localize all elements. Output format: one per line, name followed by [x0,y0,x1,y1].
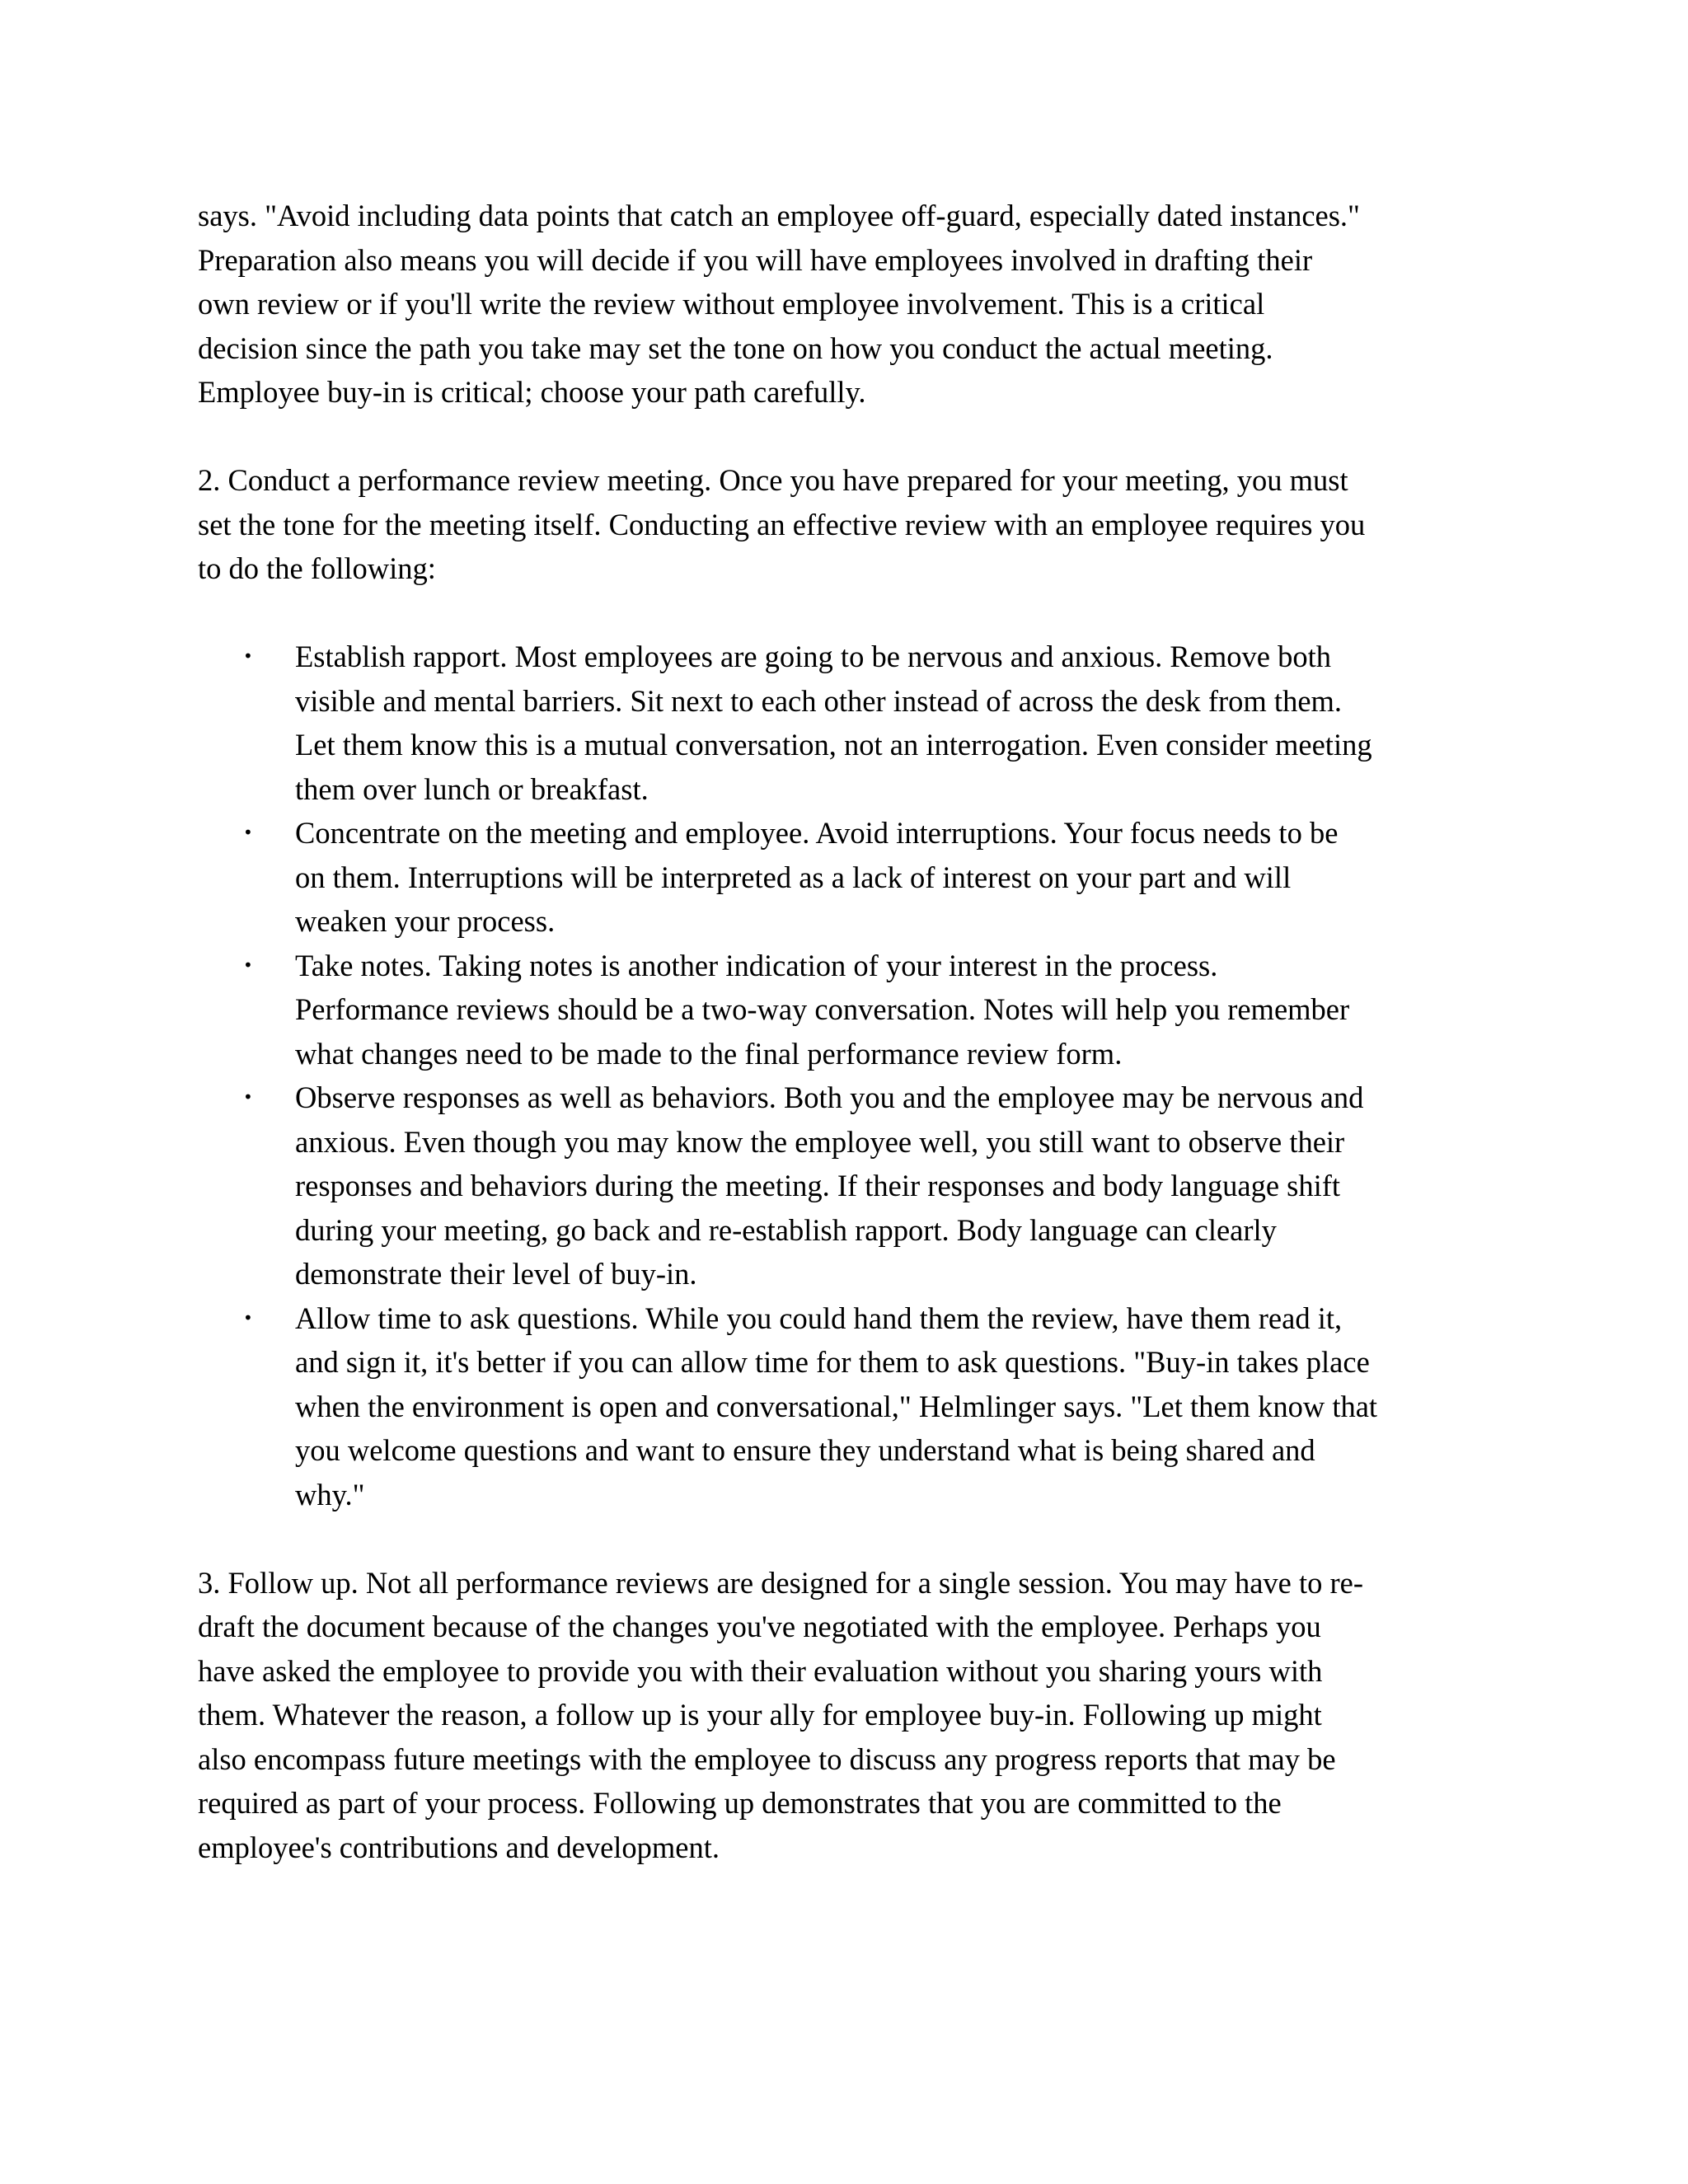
text-line: demonstrate their level of buy-in. [295,1257,697,1291]
list-item-concentrate [198,811,1504,944]
text-line: Allow time to ask questions. While you could hand them the review, have them read it, [295,1301,1343,1335]
text-line: Let them know this is a mutual conversation, not an interrogation. Even consider meeting [295,728,1372,762]
paragraph-step-3 [198,1561,1504,1870]
text-line: says. "Avoid including data points that catch an employee off-guard, especially dated instances." [198,199,1360,232]
text-line: Performance reviews should be a two-way conversation. Notes will help you remember [295,992,1350,1026]
text-line: own review or if you'll write the review without employee involvement. This is a critical [198,287,1265,321]
paragraph-spacer [198,1516,1504,1561]
text-line: weaken your process. [295,904,556,938]
text-line: 3. Follow up. Not all performance reviews are designed for a single session. You may have to re- [198,1565,1364,1600]
paragraph-step-2 [198,458,1504,591]
text-line: also encompass future meetings with the employee to discuss any progress reports that may be [198,1741,1336,1776]
bullet-icon: • [243,823,253,842]
text-line: you welcome questions and want to ensure they understand what is being shared and [295,1433,1315,1467]
text-line: required as part of your process. Following up demonstrates that you are committed to the [198,1786,1282,1820]
text-line: 2. Conduct a performance review meeting. Once you have prepared for your meeting, you must [198,463,1348,497]
text-line: have asked the employee to provide you with their evaluation without you sharing yours with [198,1653,1323,1688]
text-line: to do the following: [198,551,436,585]
bullet-icon: • [243,1087,253,1107]
text-line: responses and behaviors during the meeting. If their responses and body language shift [295,1169,1341,1202]
text-line: visible and mental barriers. Sit next to each other instead of across the desk from them. [295,683,1343,718]
text-line: decision since the path you take may set the tone on how you conduct the actual meeting. [198,330,1273,365]
bullet-list [198,635,1504,1516]
text-line: why." [295,1477,365,1511]
text-line: Employee buy-in is critical; choose your path carefully. [198,375,866,409]
list-item-observe-responses [198,1076,1504,1296]
paragraph-spacer [198,415,1504,459]
bullet-icon: • [243,954,253,975]
paragraph-intro [198,194,1504,415]
text-line: them. Whatever the reason, a follow up is your ally for employee buy-in. Following up might [198,1698,1322,1732]
text-line: what changes need to be made to the final performance review form. [295,1036,1123,1071]
text-line: anxious. Even though you may know the employee well, you still want to observe their [295,1124,1345,1159]
paragraph-spacer [198,591,1504,635]
text-line: Observe responses as well as behaviors. Both you and the employee may be nervous and [295,1080,1364,1114]
text-line: Take notes. Taking notes is another indication of your interest in the process. [295,948,1218,982]
text-line: draft the document because of the changes you've negotiated with the employee. Perhaps you [198,1610,1321,1643]
text-line: Concentrate on the meeting and employee. Avoid interruptions. Your focus needs to be [295,816,1339,850]
text-line: and sign it, it's better if you can allow time for them to ask questions. "Buy-in takes place [295,1345,1370,1379]
document-page [198,194,1504,1869]
list-item-take-notes [198,944,1504,1076]
text-line: set the tone for the meeting itself. Conducting an effective review with an employee requires you [198,507,1366,541]
bullet-icon: • [243,1307,253,1328]
text-line: employee's contributions and development. [198,1830,720,1864]
text-line: them over lunch or breakfast. [295,771,649,806]
text-line: on them. Interruptions will be interpreted as a lack of interest on your part and will [295,860,1292,894]
list-item-allow-time [198,1296,1504,1517]
text-line: during your meeting, go back and re-establish rapport. Body language can clearly [295,1212,1277,1247]
text-line: Preparation also means you will decide if you will have employees involved in drafting their [198,242,1313,277]
text-line: Establish rapport. Most employees are going to be nervous and anxious. Remove both [295,640,1331,673]
bullet-icon: • [243,646,253,666]
text-line: when the environment is open and conversational," Helmlinger says. "Let them know that [295,1389,1378,1423]
list-item-establish-rapport [198,635,1504,811]
